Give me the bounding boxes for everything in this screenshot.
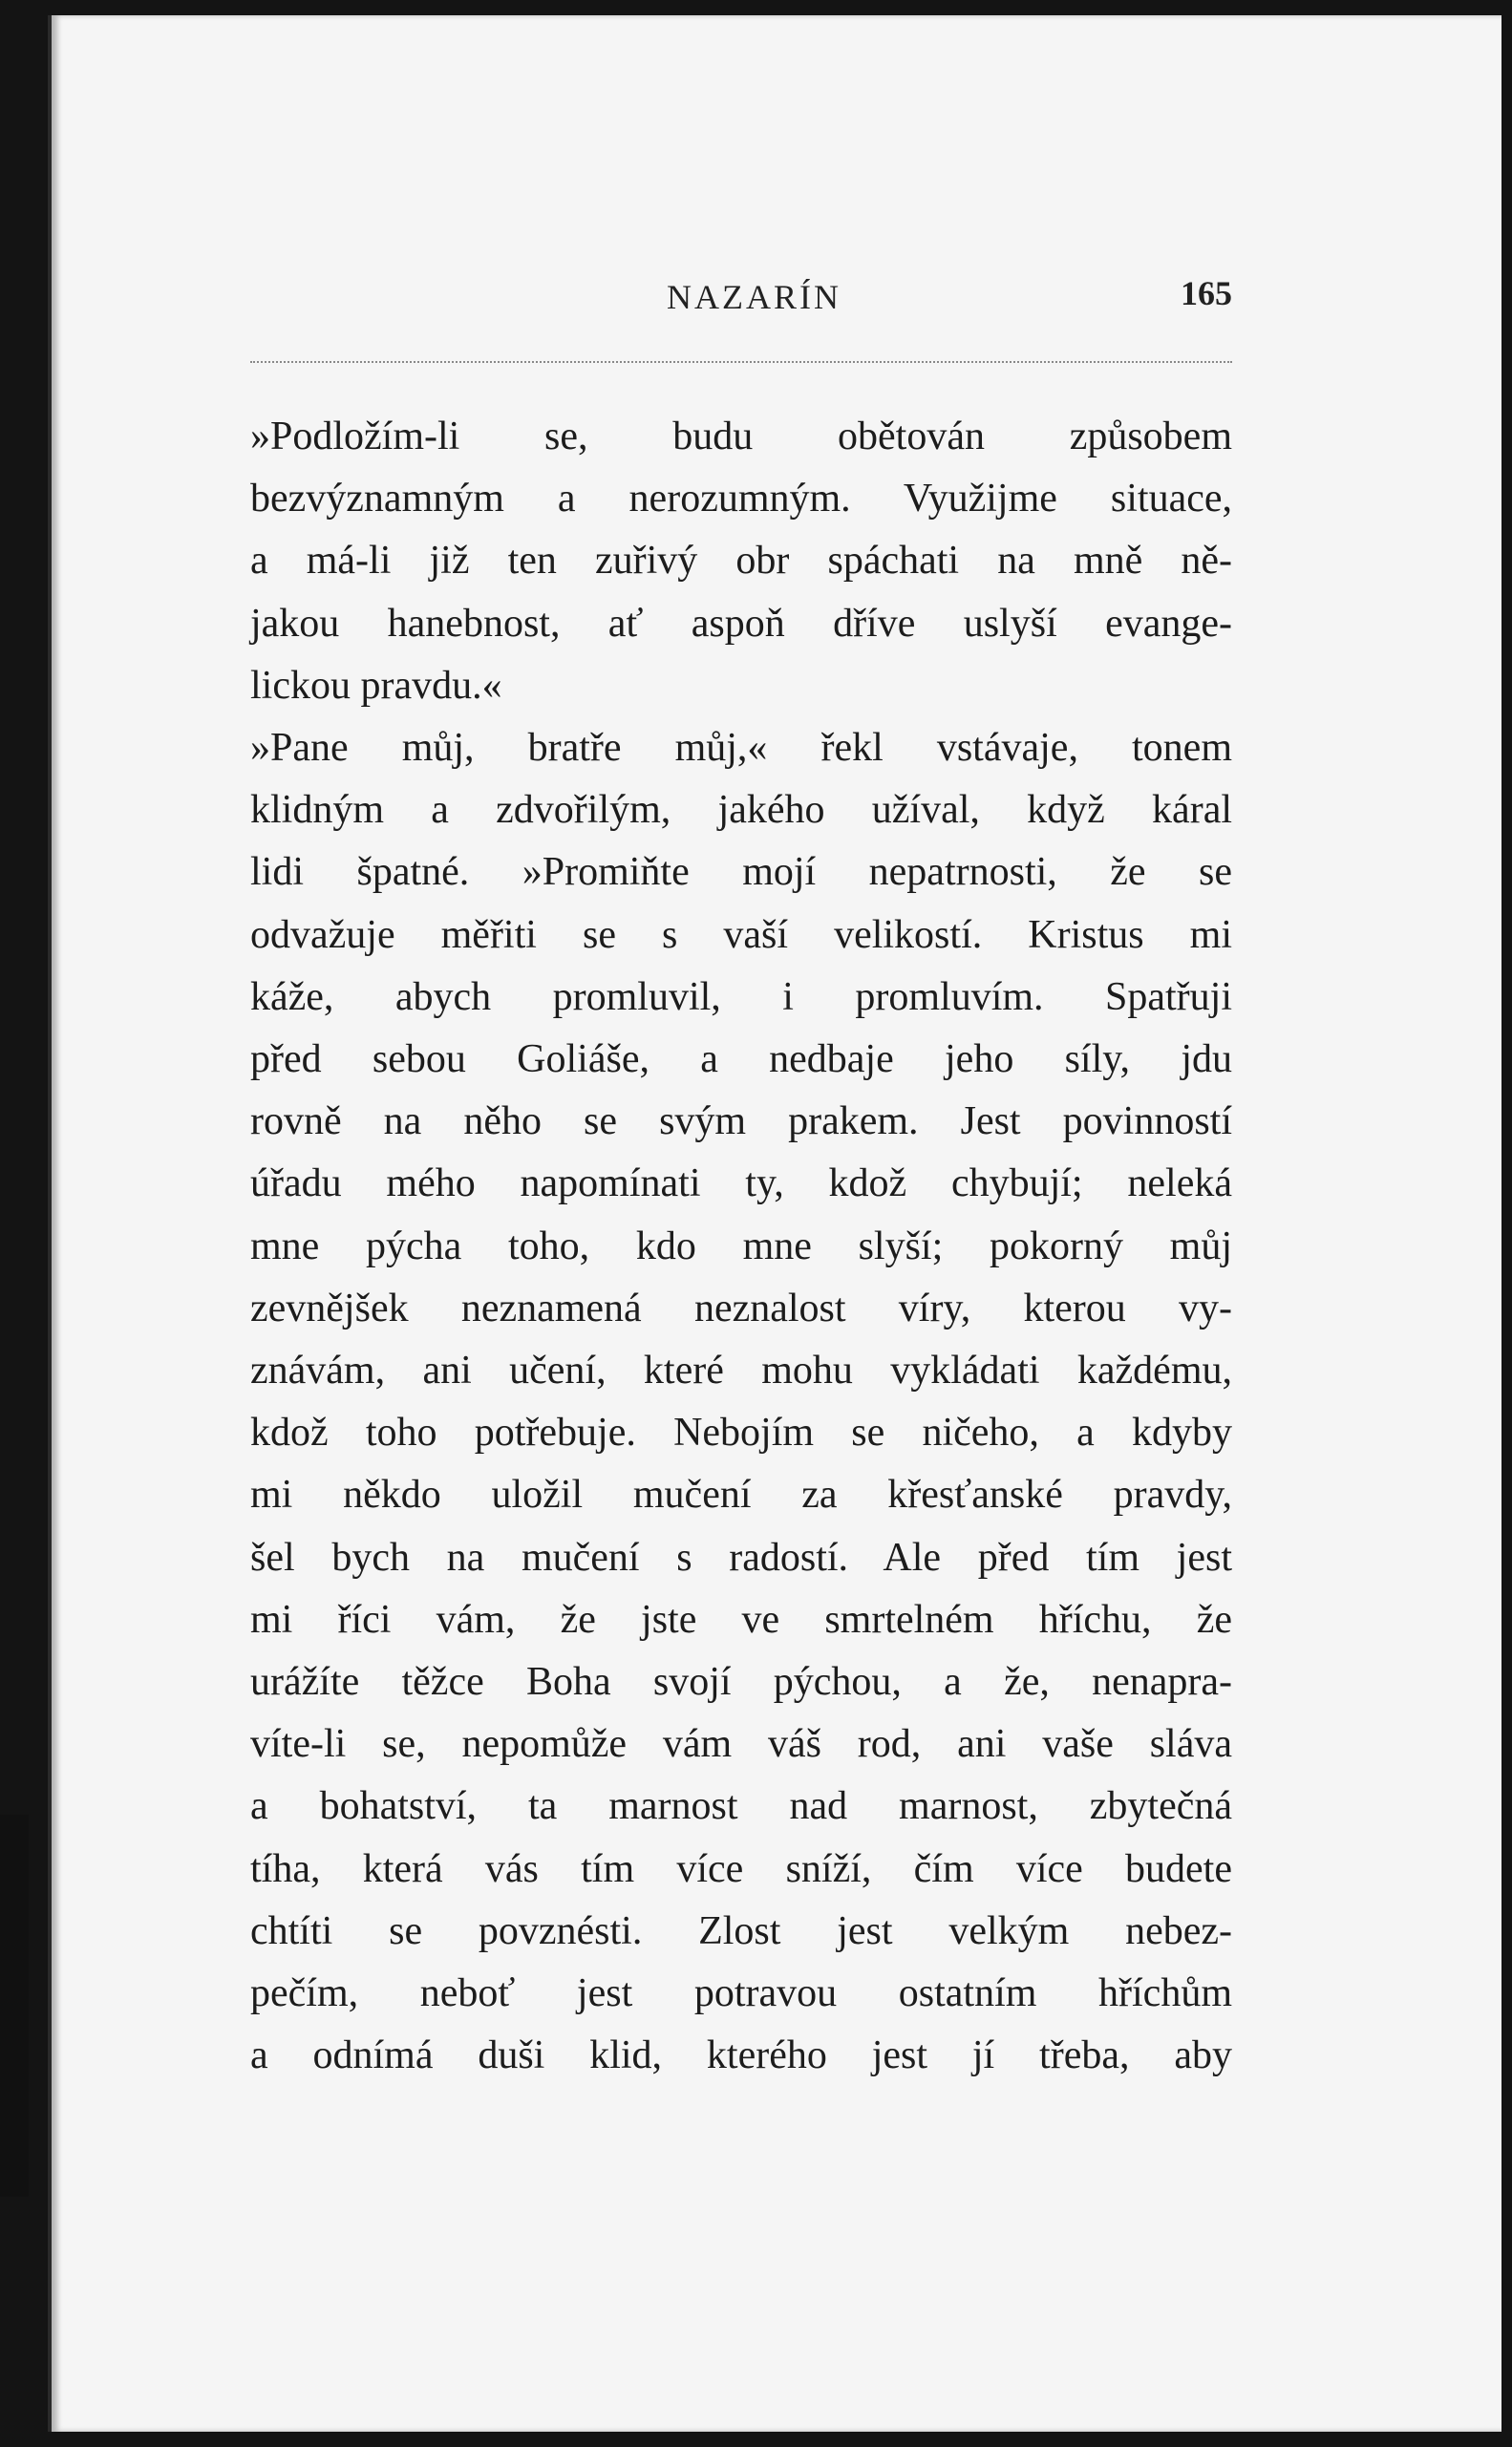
text-line: a odnímá duši klid, kterého jest jí třeba, aby (250, 2033, 1232, 2078)
text-line: úřadu mého napomínati ty, kdož chybují; neleká (250, 1161, 1232, 1206)
text-line: před sebou Goliáše, a nedbaje jeho síly, jdu (250, 1037, 1232, 1082)
text-line: mi někdo uložil mučení za křesťanské pravdy, (250, 1473, 1232, 1518)
binding-shadow (0, 1815, 29, 2197)
text-line: pečím, neboť jest potravou ostatním hříchům (250, 1971, 1232, 2016)
text-line: lidi špatné. »Promiňte mojí nepatrnosti, že se (250, 850, 1232, 895)
text-line: bezvýznamným a nerozumným. Využijme situace, (250, 477, 1232, 521)
text-line: a bohatství, ta marnost nad marnost, zbytečná (250, 1784, 1232, 1829)
text-line: a má-li již ten zuřivý obr spáchati na mně ně- (250, 539, 1232, 584)
text-line: mi říci vám, že jste ve smrtelném hříchu, že (250, 1597, 1232, 1642)
page-number: 165 (1181, 274, 1232, 312)
page-header (250, 260, 1232, 327)
text-line: jakou hanebnost, ať aspoň dříve uslyší evange- (250, 601, 1232, 646)
text-line: rovně na něho se svým prakem. Jest povinností (250, 1099, 1232, 1144)
text-line: chtíti se povznésti. Zlost jest velkým nebez- (250, 1908, 1232, 1953)
text-line: znávám, ani učení, které mohu vykládati každému, (250, 1349, 1232, 1394)
header-rule (250, 361, 1232, 363)
text-line: »Podložím-li se, budu obětován způsobem (250, 415, 1232, 458)
text-line: lickou pravdu.« (250, 663, 502, 708)
text-line: víte-li se, nepomůže vám váš rod, ani vaše sláva (250, 1722, 1232, 1767)
text-line: šel bych na mučení s radostí. Ale před tím jest (250, 1535, 1232, 1580)
text-line: klidným a zdvořilým, jakého užíval, když káral (250, 788, 1232, 833)
text-line: odvažuje měřiti se s vaší velikostí. Kristus mi (250, 912, 1232, 957)
text-line: mne pýcha toho, kdo mne slyší; pokorný můj (250, 1224, 1232, 1268)
text-line: káže, abych promluvil, i promluvím. Spatřuji (250, 974, 1232, 1019)
text-line: tíha, která vás tím více sníží, čím více budete (250, 1846, 1232, 1891)
text-line: zevnějšek neznamená neznalost víry, kterou vy- (250, 1286, 1232, 1330)
text-line: »Pane můj, bratře můj,« řekl vstávaje, tonem (250, 726, 1232, 771)
text-line: kdož toho potřebuje. Nebojím se ničeho, a kdyby (250, 1411, 1232, 1456)
text-line: urážíte těžce Boha svojí pýchou, a že, nenapra- (250, 1660, 1232, 1705)
running-title: NAZARÍN (667, 278, 841, 316)
body-text (250, 406, 1232, 2087)
